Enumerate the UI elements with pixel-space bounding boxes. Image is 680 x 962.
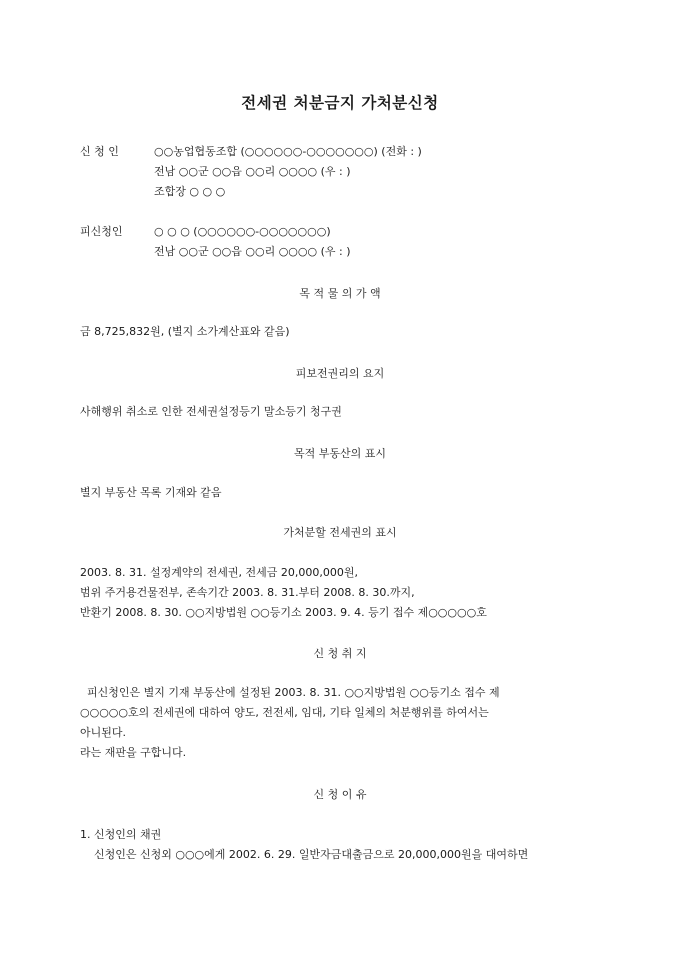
applicant-name-line: ○○농업협동조합 (○○○○○○-○○○○○○○) (전화 : ) xyxy=(154,145,422,158)
section-line: 라는 재판을 구합니다. xyxy=(80,746,187,759)
respondent-address-line: 전남 ○○군 ○○읍 ○○리 ○○○○ (우 : ) xyxy=(154,245,351,258)
section-line: 신청인은 신청외 ○○○에게 2002. 6. 29. 일반자금대출금으로 20,000,000원을 대여하면 xyxy=(80,848,529,861)
applicant-address-line: 전남 ○○군 ○○읍 ○○리 ○○○○ (우 : ) xyxy=(154,165,351,178)
section-heading-value: 목 적 물 의 가 액 xyxy=(299,287,381,300)
section-heading-protected-right: 피보전권리의 요지 xyxy=(295,367,385,380)
section-line: 금 8,725,832원, (별지 소가계산표와 같음) xyxy=(80,325,290,338)
section-line: ○○○○○호의 전세권에 대하여 양도, 전전세, 임대, 기타 일체의 처분행위를 하여서는 xyxy=(80,706,489,719)
section-heading-lease-right: 가처분할 전세권의 표시 xyxy=(283,526,397,539)
respondent-name-line: ○ ○ ○ (○○○○○○-○○○○○○○) xyxy=(154,225,331,238)
section-line: 2003. 8. 31. 설정계약의 전세권, 전세금 20,000,000원, xyxy=(80,566,358,579)
document-title: 전세권 처분금지 가처분신청 xyxy=(241,94,439,112)
section-heading-reasons: 신 청 이 유 xyxy=(313,788,367,801)
section-heading-purpose: 신 청 취 지 xyxy=(313,647,367,660)
section-line: 별지 부동산 목록 기재와 같음 xyxy=(80,486,222,499)
applicant-label: 신 청 인 xyxy=(80,145,119,158)
section-line: 사해행위 취소로 인한 전세권설정등기 말소등기 청구권 xyxy=(80,405,342,418)
section-heading-property: 목적 부동산의 표시 xyxy=(293,447,386,460)
section-line: 범위 주거용건물전부, 존속기간 2003. 8. 31.부터 2008. 8. 30.까지, xyxy=(80,586,415,599)
section-line: 1. 신청인의 채권 xyxy=(80,828,162,841)
respondent-label: 피신청인 xyxy=(80,225,123,238)
section-line: 반환기 2008. 8. 30. ○○지방법원 ○○등기소 2003. 9. 4. 등기 접수 제○○○○○호 xyxy=(80,606,487,619)
section-line: 아니된다. xyxy=(80,726,127,739)
section-line: 피신청인은 별지 기재 부동산에 설정된 2003. 8. 31. ○○지방법원 ○○등기소 접수 제 xyxy=(80,686,500,699)
applicant-representative-line: 조합장 ○ ○ ○ xyxy=(154,185,226,198)
